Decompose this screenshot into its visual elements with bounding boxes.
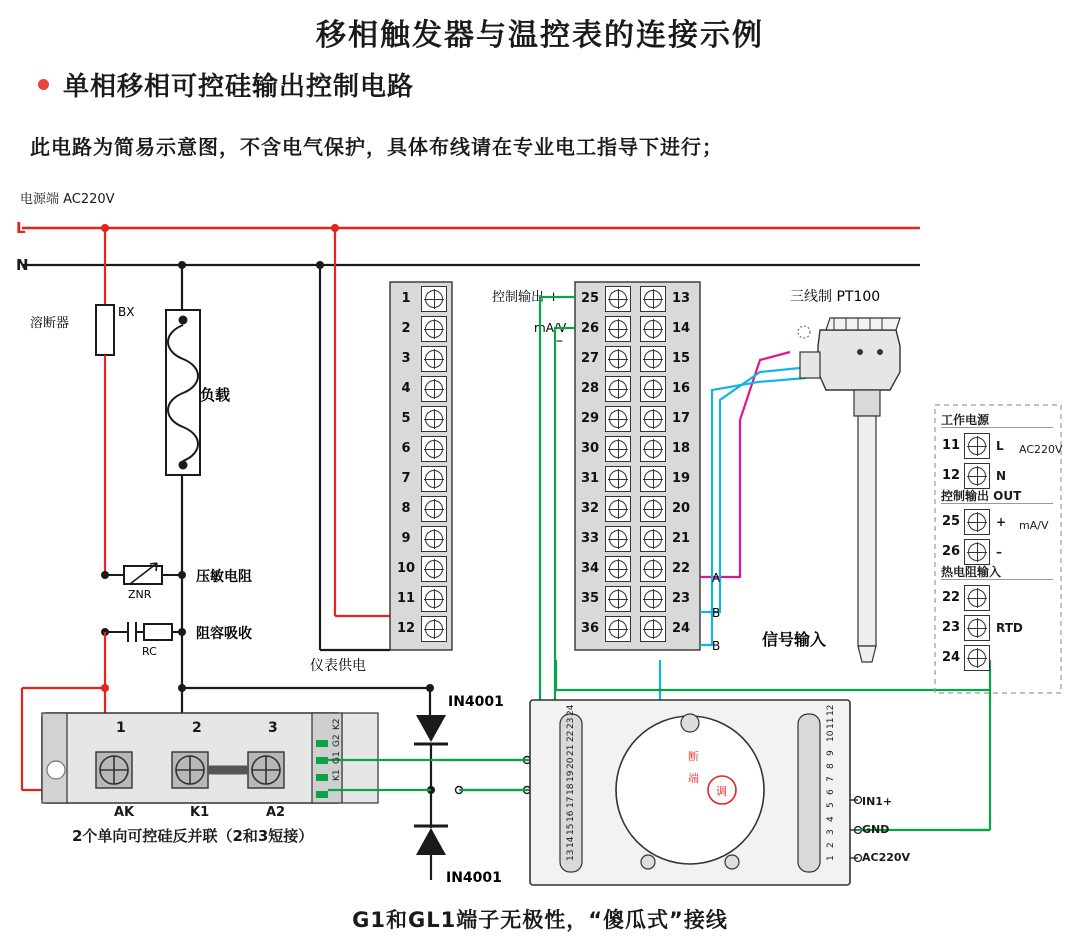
- trigger-terminal-number[interactable]: 22: [566, 730, 576, 743]
- diode-bottom-triangle: [416, 828, 446, 855]
- screw-slot-v: [618, 589, 619, 609]
- terminal-screw-icon: [605, 466, 631, 492]
- junction-dot: [426, 684, 434, 692]
- trigger-label-1: 断: [688, 750, 699, 763]
- legend-section-title: 控制输出 OUT: [941, 489, 1022, 503]
- sensor-gland: [798, 326, 810, 338]
- terminal-number: 4: [401, 381, 411, 396]
- screw-slot-v: [977, 466, 978, 486]
- terminal-row[interactable]: [577, 616, 631, 642]
- screw-slot-v: [434, 409, 435, 429]
- terminal-row[interactable]: [577, 286, 631, 312]
- terminal-number: 5: [401, 411, 411, 426]
- legend-terminal-tag: +: [996, 515, 1007, 529]
- legend-divider: [941, 579, 1053, 580]
- screw-slot-v: [653, 589, 654, 609]
- terminal-number: 20: [671, 501, 691, 516]
- terminal-number: 29: [580, 411, 600, 426]
- trigger-terminal-number[interactable]: 5: [826, 802, 836, 809]
- terminal-row[interactable]: [393, 436, 447, 462]
- meter-supply-label: 仪表供电: [310, 658, 366, 674]
- terminal-screw-icon: [964, 433, 990, 459]
- terminal-screw-icon: [964, 645, 990, 671]
- sensor-screw: [877, 349, 883, 355]
- load-label: 负载: [200, 386, 231, 404]
- terminal-number: 22: [671, 561, 691, 576]
- legend-terminal-tag: –: [996, 545, 1002, 559]
- legend-terminal-tag: RTD: [996, 621, 1023, 635]
- terminal-row[interactable]: [640, 406, 694, 432]
- ma-v-label: mA/V: [534, 321, 567, 335]
- trigger-terminal-number[interactable]: 14: [566, 836, 576, 848]
- screw-slot-v: [618, 289, 619, 309]
- screw-slot-v: [618, 409, 619, 429]
- terminal-screw-icon: [640, 376, 666, 402]
- terminal-number: 12: [941, 468, 961, 483]
- legend-terminal-row: [941, 615, 1023, 641]
- screw-slot-v: [618, 529, 619, 549]
- terminal-screw-icon: [421, 616, 447, 642]
- terminal-screw-icon: [421, 526, 447, 552]
- control-output-label: 控制输出 +: [492, 290, 560, 305]
- sensor-title: 三线制 PT100: [790, 289, 881, 305]
- rail-N-label: N: [16, 256, 29, 274]
- signal-input-label: 信号输入: [762, 630, 827, 649]
- screw-slot-v: [977, 618, 978, 638]
- terminal-row[interactable]: [393, 316, 447, 342]
- terminal-screw-icon: [640, 436, 666, 462]
- scr-gate-led: [316, 740, 328, 747]
- terminal-screw-icon: [605, 346, 631, 372]
- trigger-terminal-number[interactable]: 6: [826, 789, 836, 796]
- scr-side-tag: G1: [332, 751, 342, 764]
- terminal-row[interactable]: [393, 346, 447, 372]
- terminal-row[interactable]: [640, 496, 694, 522]
- terminal-row[interactable]: [640, 556, 694, 582]
- terminal-number: 9: [401, 531, 411, 546]
- terminal-screw-icon: [421, 436, 447, 462]
- terminal-row[interactable]: [393, 586, 447, 612]
- scr-side-tag: K1: [332, 769, 342, 781]
- terminal-number: 6: [401, 441, 411, 456]
- terminal-number: 21: [671, 531, 691, 546]
- terminal-row[interactable]: [577, 556, 631, 582]
- legend-terminal-tag: L: [996, 439, 1004, 453]
- sensor-B2-label: B: [712, 639, 721, 653]
- screw-slot-v: [653, 409, 654, 429]
- terminal-number: 24: [671, 621, 691, 636]
- screw-slot-v: [434, 529, 435, 549]
- screw-slot-v: [653, 529, 654, 549]
- wire-green-loop: [556, 660, 990, 690]
- screw-slot-v: [977, 436, 978, 456]
- sensor-head: [818, 330, 900, 390]
- trigger-terminal-number[interactable]: 4: [826, 815, 836, 822]
- power-source-label: 电源端 AC220V: [20, 192, 115, 207]
- scr-caption: 2个单向可控硅反并联（2和3短接）: [72, 827, 314, 845]
- terminal-screw-icon: [421, 556, 447, 582]
- fuse-tag: BX: [118, 305, 135, 319]
- trigger-terminal-number[interactable]: 2: [826, 842, 836, 848]
- screw-slot-v: [977, 588, 978, 608]
- scr-terminal-name: AK: [114, 805, 135, 820]
- terminal-screw-icon: [640, 556, 666, 582]
- terminal-screw-icon: [421, 586, 447, 612]
- screw-slot-v: [618, 559, 619, 579]
- terminal-number: 22: [941, 590, 961, 605]
- trigger-terminal-number[interactable]: 19: [566, 770, 576, 782]
- terminal-row[interactable]: [393, 526, 447, 552]
- terminal-number: 15: [671, 351, 691, 366]
- screw-slot-v: [618, 379, 619, 399]
- rail-L-label: L: [16, 219, 26, 237]
- screw-slot-v: [653, 469, 654, 489]
- terminal-screw-icon: [605, 316, 631, 342]
- scr-terminal-number: 1: [116, 720, 126, 736]
- trigger-knob-label: 调: [716, 785, 727, 798]
- terminal-row[interactable]: [577, 436, 631, 462]
- terminal-number: 25: [941, 514, 961, 529]
- trigger-terminal-number[interactable]: 13: [566, 849, 576, 862]
- screw-slot-v: [977, 512, 978, 532]
- terminal-number: 25: [580, 291, 600, 306]
- terminal-screw-icon: [640, 496, 666, 522]
- trigger-terminal-number[interactable]: 11: [826, 717, 836, 730]
- mov-arrow-head: [150, 563, 157, 564]
- scr-gate-led: [316, 791, 328, 798]
- terminal-number: 35: [580, 591, 600, 606]
- mov-arrow-head2: [156, 563, 157, 571]
- screw-slot-v: [434, 559, 435, 579]
- terminal-number: 26: [580, 321, 600, 336]
- diode-top-label: IN4001: [448, 694, 504, 710]
- terminal-number: 14: [671, 321, 691, 336]
- trigger-terminal-number[interactable]: 10: [826, 730, 836, 743]
- legend-panel: [935, 405, 1061, 693]
- fuse-body: [96, 305, 114, 355]
- terminal-row[interactable]: [577, 466, 631, 492]
- screw-slot-v: [434, 319, 435, 339]
- terminal-row[interactable]: [577, 406, 631, 432]
- sensor-cap: [826, 318, 900, 330]
- terminal-number: 23: [671, 591, 691, 606]
- legend-terminal-row: [941, 433, 1004, 459]
- terminal-row[interactable]: [577, 586, 631, 612]
- terminal-right-numbers: [575, 282, 700, 650]
- screw-slot-v: [618, 499, 619, 519]
- terminal-number: 12: [396, 621, 416, 636]
- terminal-row[interactable]: [640, 346, 694, 372]
- screw-slot-v: [618, 469, 619, 489]
- terminal-row[interactable]: [393, 556, 447, 582]
- terminal-screw-icon: [640, 316, 666, 342]
- scr-terminal-number: 3: [268, 720, 278, 736]
- screw-slot-v: [434, 379, 435, 399]
- trigger-right-tag: IN1+: [862, 795, 893, 808]
- terminal-screw-icon: [421, 316, 447, 342]
- terminal-screw-icon: [640, 526, 666, 552]
- trigger-right-tag: GND: [862, 823, 890, 836]
- terminal-screw-icon: [640, 406, 666, 432]
- terminal-number: 11: [396, 591, 416, 606]
- screw-slot-v: [653, 439, 654, 459]
- diode-top-triangle: [416, 715, 446, 742]
- terminal-screw-icon: [640, 466, 666, 492]
- screw-slot-v: [618, 319, 619, 339]
- section-heading-label: 单相移相可控硅输出控制电路: [63, 72, 415, 102]
- trigger-terminal-number[interactable]: 12: [826, 704, 836, 716]
- terminal-screw-icon: [640, 616, 666, 642]
- figure-caption: G1和GL1端子无极性，“傻瓜式”接线: [352, 908, 728, 932]
- terminal-number: 28: [580, 381, 600, 396]
- terminal-screw-icon: [421, 286, 447, 312]
- fuse-label: 溶断器: [30, 316, 70, 331]
- trigger-terminal-number[interactable]: 9: [826, 749, 836, 756]
- screw-slot-v: [977, 542, 978, 562]
- legend-unit: mA/V: [1019, 519, 1049, 532]
- terminal-row[interactable]: [393, 496, 447, 522]
- mov-tag: ZNR: [128, 588, 152, 601]
- trigger-terminal-number[interactable]: 23: [566, 717, 576, 730]
- scr-side-tag: K2: [332, 718, 342, 730]
- terminal-screw-icon: [605, 616, 631, 642]
- load-terminal: [179, 461, 188, 470]
- terminal-row[interactable]: [640, 286, 694, 312]
- trigger-terminal-numbers: [530, 700, 850, 885]
- terminal-screw-icon: [964, 539, 990, 565]
- screw-slot-v: [434, 589, 435, 609]
- terminal-number: 31: [580, 471, 600, 486]
- wire-magenta-A: [700, 352, 790, 577]
- terminal-screw-icon: [605, 586, 631, 612]
- terminal-screw-icon: [421, 406, 447, 432]
- legend-section-title: 热电阻输入: [941, 565, 1002, 579]
- legend-terminal-row: [941, 509, 1006, 535]
- screw-slot-v: [653, 319, 654, 339]
- terminal-row[interactable]: [577, 496, 631, 522]
- mov-label: 压敏电阻: [196, 569, 252, 585]
- legend-terminal-row: [941, 539, 1002, 565]
- trigger-terminal-number[interactable]: 18: [566, 783, 576, 796]
- screw-slot-v: [434, 619, 435, 639]
- legend-divider: [941, 427, 1053, 428]
- scr-side-tag: G2: [332, 734, 342, 747]
- trigger-terminal-number[interactable]: 20: [566, 757, 576, 769]
- terminal-number: 1: [401, 291, 411, 306]
- terminal-row[interactable]: [640, 616, 694, 642]
- terminal-row[interactable]: [393, 376, 447, 402]
- terminal-number: 18: [671, 441, 691, 456]
- screw-slot-v: [434, 499, 435, 519]
- terminal-number: 17: [671, 411, 691, 426]
- terminal-row[interactable]: [577, 526, 631, 552]
- screw-slot-v: [653, 289, 654, 309]
- terminal-screw-icon: [605, 406, 631, 432]
- terminal-number: 27: [580, 351, 600, 366]
- terminal-screw-icon: [605, 496, 631, 522]
- screw-slot-v: [434, 469, 435, 489]
- terminal-screw-icon: [421, 376, 447, 402]
- screw-slot-v: [653, 559, 654, 579]
- trigger-terminal-number[interactable]: 7: [826, 776, 836, 782]
- trigger-terminal-number[interactable]: 1: [826, 855, 836, 862]
- terminal-left-numbers: [390, 282, 452, 650]
- terminal-row[interactable]: [640, 376, 694, 402]
- screw-slot-v: [434, 349, 435, 369]
- diode-bottom: [414, 790, 448, 880]
- sensor-screw: [857, 349, 863, 355]
- terminal-number: 32: [580, 501, 600, 516]
- scr-gate-led: [316, 774, 328, 781]
- legend-divider: [941, 503, 1053, 504]
- terminal-row[interactable]: [393, 406, 447, 432]
- terminal-screw-icon: [605, 376, 631, 402]
- sensor-gland-body: [800, 352, 820, 378]
- scr-left-ear: [42, 713, 67, 803]
- load-terminal: [179, 316, 188, 325]
- screw-slot-v: [618, 439, 619, 459]
- terminal-screw-icon: [421, 496, 447, 522]
- terminal-row[interactable]: [640, 466, 694, 492]
- trigger-terminal-number[interactable]: 21: [566, 744, 576, 756]
- legend-terminal-row: [941, 463, 1006, 489]
- terminal-row[interactable]: [640, 586, 694, 612]
- terminal-row[interactable]: [393, 616, 447, 642]
- screw-slot-v: [977, 648, 978, 668]
- trigger-terminal-number[interactable]: 24: [566, 704, 576, 716]
- terminal-screw-icon: [605, 556, 631, 582]
- rc-tag: RC: [142, 645, 157, 658]
- terminal-screw-icon: [964, 463, 990, 489]
- screw-slot-v: [618, 349, 619, 369]
- screw-slot-v: [653, 379, 654, 399]
- terminal-screw-icon: [605, 436, 631, 462]
- legend-terminal-row: [941, 585, 996, 611]
- terminal-screw-icon: [964, 509, 990, 535]
- screw-slot-v: [434, 289, 435, 309]
- legend-terminal-tag: N: [996, 469, 1007, 483]
- trigger-terminal-number[interactable]: 17: [566, 796, 576, 809]
- disclaimer-note: 此电路为简易示意图，不含电气保护，具体布线请在专业电工指导下进行；: [30, 135, 723, 159]
- trigger-label-2: 端: [688, 772, 699, 785]
- terminal-number: 8: [401, 501, 411, 516]
- terminal-row[interactable]: [577, 316, 631, 342]
- page-title: 移相触发器与温控表的连接示例: [316, 18, 764, 53]
- terminal-row[interactable]: [640, 526, 694, 552]
- terminal-row[interactable]: [393, 466, 447, 492]
- terminal-screw-icon: [640, 586, 666, 612]
- trigger-right-tag: AC220V: [862, 851, 911, 864]
- terminal-number: 36: [580, 621, 600, 636]
- sensor-A-label: A: [712, 571, 721, 585]
- scr-mount-hole: [47, 761, 65, 779]
- terminal-number: 10: [396, 561, 416, 576]
- pt100-sensor: [798, 318, 900, 662]
- minus-label: –: [556, 333, 563, 349]
- terminal-number: 34: [580, 561, 600, 576]
- terminal-screw-icon: [421, 466, 447, 492]
- sensor-tip: [858, 646, 876, 662]
- terminal-number: 24: [941, 650, 961, 665]
- legend-terminal-row: [941, 645, 996, 671]
- screw-slot-v: [653, 499, 654, 519]
- screw-slot-v: [434, 439, 435, 459]
- sensor-B1-label: B: [712, 606, 721, 620]
- sensor-neck: [854, 390, 880, 416]
- terminal-number: 19: [671, 471, 691, 486]
- terminal-row[interactable]: [577, 376, 631, 402]
- terminal-screw-icon: [964, 615, 990, 641]
- terminal-number: 3: [401, 351, 411, 366]
- screw-slot-v: [618, 619, 619, 639]
- scr-terminal-number: 2: [192, 720, 202, 736]
- terminal-row[interactable]: [577, 346, 631, 372]
- terminal-number: 26: [941, 544, 961, 559]
- resistor-body: [144, 624, 172, 640]
- scr-gate-led: [316, 757, 328, 764]
- terminal-row[interactable]: [640, 436, 694, 462]
- trigger-terminal-number[interactable]: 8: [826, 763, 836, 769]
- rc-label: 阻容吸收: [196, 626, 252, 642]
- trigger-terminal-number[interactable]: 15: [566, 823, 576, 835]
- terminal-row[interactable]: [640, 316, 694, 342]
- terminal-number: 33: [580, 531, 600, 546]
- terminal-row[interactable]: [393, 286, 447, 312]
- wire-cyan-B2: [700, 378, 806, 645]
- scr-module: [42, 713, 378, 803]
- terminal-number: 30: [580, 441, 600, 456]
- terminal-number: 23: [941, 620, 961, 635]
- terminal-screw-icon: [421, 346, 447, 372]
- terminal-number: 7: [401, 471, 411, 486]
- screw-slot-v: [653, 349, 654, 369]
- terminal-number: 13: [671, 291, 691, 306]
- legend-section-title: 工作电源: [941, 413, 990, 427]
- terminal-screw-icon: [964, 585, 990, 611]
- terminal-number: 16: [671, 381, 691, 396]
- sensor-probe: [858, 416, 876, 646]
- terminal-screw-icon: [605, 526, 631, 552]
- diode-bottom-label: IN4001: [446, 870, 502, 886]
- scr-terminal-name: A2: [266, 805, 286, 820]
- screw-slot-v: [653, 619, 654, 639]
- terminal-screw-icon: [640, 286, 666, 312]
- diode-top: [414, 715, 448, 790]
- terminal-number: 11: [941, 438, 961, 453]
- legend-unit: AC220V: [1019, 443, 1063, 456]
- trigger-terminal-number[interactable]: 16: [566, 810, 576, 822]
- terminal-number: 2: [401, 321, 411, 336]
- terminal-screw-icon: [640, 346, 666, 372]
- terminal-screw-icon: [605, 286, 631, 312]
- trigger-terminal-number[interactable]: 3: [826, 829, 836, 835]
- scr-terminal-name: K1: [190, 805, 210, 820]
